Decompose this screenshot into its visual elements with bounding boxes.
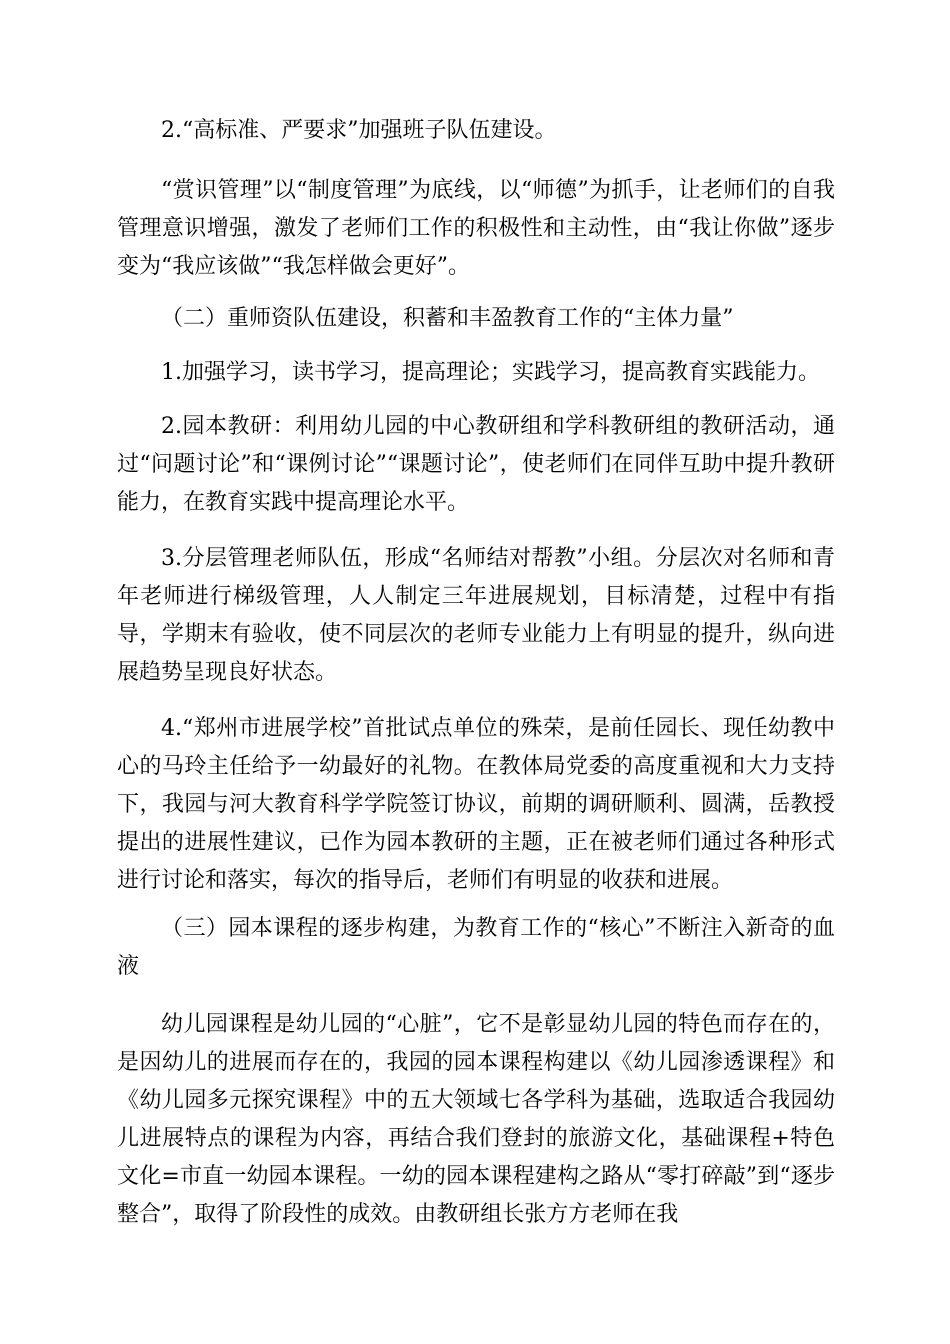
paragraph-5: 3.分层管理老师队伍，形成“名师结对帮教”小组。分层次对名师和青年老师进行梯级管理，人人制定三年进展规划，目标清楚，过程中有指导，学期末有验收，使不同层次的老师专业能力上有明显的提升，纵向进展趋势呈现良好状态。 <box>117 546 835 685</box>
paragraph-3: 1.加强学习，读书学习，提高理论；实践学习，提高教育实践能力。 <box>161 360 820 385</box>
paragraph-1: 2.“高标准、严要求”加强班子队伍建设。 <box>161 118 557 143</box>
section-heading-2: （二）重师资队伍建设，积蓄和丰盈教育工作的“主体力量” <box>161 306 734 331</box>
paragraph-7: 幼儿园课程是幼儿园的“心脏”，它不是彰显幼儿园的特色而存在的，是因幼儿的进展而存在的，我园的园本课程构建以《幼儿园渗透课程》和《幼儿园多元探究课程》中的五大领域七各学科为基础，选取适合我园幼儿进展特点的课程为内容，再结合我们登封的旅游文化，基础课程+特色文化=市直一幼园本课程。一幼的园本课程建构之路从“零打碎敲”到“逐步整合”，取得了阶段性的成效。由教研组长张方方老师在我 <box>117 1012 835 1227</box>
paragraph-6: 4.“郑州市进展学校”首批试点单位的殊荣，是前任园长、现任幼教中心的马玲主任给予一幼最好的礼物。在教体局党委的高度重视和大力支持下，我园与河大教育科学学院签订协议，前期的调研顺利、圆满，岳教授提出的进展性建议，已作为园本教研的主题，正在被老师们通过各种形式进行讨论和落实，每次的指导后，老师们有明显的收获和进展。 <box>117 716 835 893</box>
section-heading-3: （三）园本课程的逐步构建，为教育工作的“核心”不断注入新奇的血液 <box>117 916 835 979</box>
paragraph-4: 2.园本教研：利用幼儿园的中心教研组和学科教研组的教研活动，通过“问题讨论”和“课例讨论”“课题讨论”，使老师们在同伴互助中提升教研能力，在教育实践中提高理论水平。 <box>117 414 835 515</box>
paragraph-2: “赏识管理”以“制度管理”为底线，以“师德”为抓手，让老师们的自我管理意识增强，激发了老师们工作的积极性和主动性，由“我让你做”逐步变为“我应该做”“我怎样做会更好”。 <box>117 178 835 279</box>
